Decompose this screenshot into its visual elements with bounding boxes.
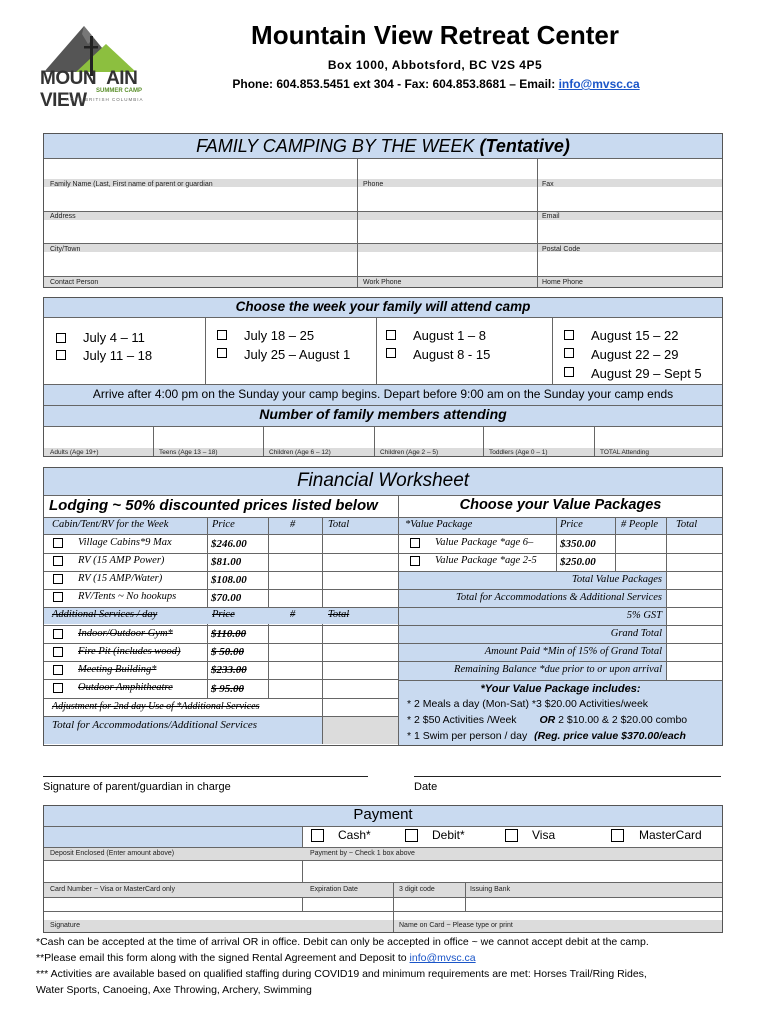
service-price-4: $ 95.00	[211, 683, 244, 695]
members-children-6-12: Children (Age 6 – 12)	[269, 449, 331, 456]
payment-mastercard-checkbox[interactable]	[611, 829, 624, 842]
logo-sub: SUMMER CAMP	[96, 88, 142, 94]
week-label-5: August 1 – 8	[413, 328, 486, 343]
contact-field[interactable]	[45, 253, 356, 275]
summary-total-value: Total Value Packages	[571, 574, 662, 585]
lodging-title: Lodging ~ 50% discounted prices listed below	[49, 497, 378, 514]
payment-debit-label: Debit*	[432, 828, 465, 842]
week-checkbox-3[interactable]	[217, 330, 227, 340]
service-name-2: Fire Pit (includes wood)	[78, 646, 181, 657]
lodging-price-3: $108.00	[211, 574, 247, 586]
value-title: Choose your Value Packages	[459, 497, 662, 513]
arrival-note: Arrive after 4:00 pm on the Sunday your camp begins. Depart before 9:00 am on the Sunday your camp ends	[92, 387, 674, 401]
members-children-2-5: Children (Age 2 – 5)	[380, 449, 439, 456]
value-header-people: # People	[621, 519, 659, 530]
value-header-total: Total	[676, 519, 698, 530]
service-checkbox-3[interactable]	[53, 665, 63, 675]
deposit-field[interactable]	[45, 861, 301, 882]
label-address: Address	[50, 213, 76, 220]
members-teens: Teens (Age 13 – 18)	[159, 449, 218, 456]
summary-gst: 5% GST	[626, 610, 662, 621]
services-header-total: Total	[328, 609, 350, 620]
label-fax: Fax	[542, 181, 554, 188]
summary-amount-paid: Amount Paid *Min of 15% of Grand Total	[484, 646, 662, 657]
lodging-header-total: Total	[328, 519, 350, 530]
logo-word-1: MOUN	[40, 68, 97, 89]
members-adults: Adults (Age 19+)	[50, 449, 99, 456]
fax-field[interactable]	[539, 160, 721, 178]
includes-line-3b: (Reg. price value $370.00/each	[534, 730, 686, 742]
logo-word-2: AIN VIEW	[40, 68, 138, 111]
label-name-on-card: Name on Card ~ Please type or print	[399, 922, 513, 929]
payment-cash-label: Cash*	[338, 828, 371, 842]
footer-email-link[interactable]: info@mvsc.ca	[409, 952, 476, 964]
payment-debit-checkbox[interactable]	[405, 829, 418, 842]
service-name-1: Indoor/Outdoor Gym*	[78, 628, 173, 639]
service-checkbox-1[interactable]	[53, 629, 63, 639]
header-contact-text: Phone: 604.853.5451 ext 304 - Fax: 604.853.8681 – Email:	[232, 77, 559, 91]
service-checkbox-2[interactable]	[53, 647, 63, 657]
service-checkbox-4[interactable]	[53, 683, 63, 693]
signature-label: Signature of parent/guardian in charge	[43, 781, 231, 793]
value-header-price: Price	[560, 519, 583, 530]
week-label-7: August 15 – 22	[591, 328, 679, 343]
includes-line-2b: OR	[539, 714, 556, 726]
label-card-number: Card Number ~ Visa or MasterCard only	[50, 886, 175, 893]
includes-line-2c: 2 $10.00 & 2 $20.00 combo	[558, 714, 688, 726]
form-title-text: FAMILY CAMPING BY THE WEEK	[196, 136, 475, 156]
label-payment-by: Payment by ~ Check 1 box above	[310, 850, 415, 857]
lodging-checkbox-3[interactable]	[53, 574, 63, 584]
lodging-checkbox-4[interactable]	[53, 592, 63, 602]
includes-line-1: * 2 Meals a day (Mon-Sat) *3 $20.00 Activities/week	[407, 698, 649, 710]
adjustment-label: Adjustment for 2nd day Use of *Additional Services	[52, 701, 260, 712]
week-label-9: August 29 – Sept 5	[591, 366, 702, 381]
week-checkbox-6[interactable]	[386, 348, 396, 358]
date-label: Date	[414, 781, 438, 793]
date-line[interactable]	[414, 776, 721, 777]
header-contact	[186, 77, 686, 91]
financial-title: Financial Worksheet	[296, 470, 470, 491]
label-phone: Phone	[363, 181, 384, 188]
includes-title: *Your Value Package includes:	[480, 683, 641, 695]
lodging-price-4: $70.00	[211, 592, 242, 604]
payment-cash-checkbox[interactable]	[311, 829, 324, 842]
payment-mastercard-label: MasterCard	[639, 828, 702, 842]
week-checkbox-7[interactable]	[564, 330, 574, 340]
lodging-name-2: RV (15 AMP Power)	[78, 555, 165, 566]
label-city: City/Town	[50, 246, 81, 253]
card-number-field[interactable]	[45, 898, 301, 911]
week-label-2: July 11 – 18	[83, 348, 153, 363]
phone-field[interactable]	[359, 160, 536, 178]
lodging-header-price: Price	[212, 519, 235, 530]
footer-line-4: Water Sports, Canoeing, Axe Throwing, Archery, Swimming	[36, 984, 312, 996]
label-contact: Contact Person	[50, 279, 99, 286]
summary-remaining: Remaining Balance *due prior to or upon arrival	[454, 664, 662, 675]
service-name-3: Meeting Building*	[78, 664, 157, 675]
form-title-tag: (Tentative)	[479, 136, 570, 156]
page-title: Mountain View Retreat Center	[251, 20, 619, 50]
label-postal: Postal Code	[542, 246, 581, 253]
members-title: Number of family members attending	[259, 406, 507, 422]
home-phone-field[interactable]	[539, 253, 721, 275]
city-field[interactable]	[45, 221, 536, 242]
lodging-header-name: Cabin/Tent/RV for the Week	[52, 519, 169, 530]
camp-logo	[36, 22, 166, 111]
lodging-name-1: Village Cabins*9 Max	[78, 537, 172, 548]
members-toddlers: Toddlers (Age 0 – 1)	[489, 449, 548, 456]
lodging-checkbox-1[interactable]	[53, 538, 63, 548]
lodging-price-2: $81.00	[211, 556, 242, 568]
members-total: TOTAL Attending	[600, 449, 650, 456]
value-price-2: $250.00	[560, 556, 596, 568]
week-checkbox-9[interactable]	[564, 367, 574, 377]
label-home-phone: Home Phone	[542, 279, 583, 286]
week-checkbox-4[interactable]	[217, 348, 227, 358]
services-header-name: Additional Services / day	[52, 609, 158, 620]
payment-visa-label: Visa	[532, 828, 556, 842]
week-label-4: July 25 – August 1	[244, 347, 351, 362]
signature-line[interactable]	[43, 776, 368, 777]
lodging-header-count: #	[290, 519, 296, 530]
label-signature: Signature	[50, 922, 80, 929]
work-phone-field[interactable]	[359, 253, 536, 275]
value-checkbox-2[interactable]	[410, 556, 420, 566]
lodging-checkbox-2[interactable]	[53, 556, 63, 566]
total-accommodations-label: Total for Accommodations/Additional Services	[52, 719, 258, 731]
week-checkbox-5[interactable]	[386, 330, 396, 340]
service-name-4: Outdoor Amphitheatre	[78, 682, 173, 693]
summary-grand-total: Grand Total	[610, 628, 662, 639]
week-label-6: August 8 - 15	[413, 347, 491, 362]
value-header-name: *Value Package	[405, 519, 473, 530]
label-expiry: Expiration Date	[310, 886, 358, 893]
footer-line-2-text: **Please email this form along with the signed Rental Agreement and Deposit to	[36, 952, 410, 964]
footer-line-1: *Cash can be accepted at the time of arrival OR in office. Debit can only be accepted in office ~ we cannot accept debit at the camp.	[36, 936, 649, 948]
summary-total-accom: Total for Accommodations & Additional Services	[455, 592, 662, 603]
postal-field[interactable]	[539, 221, 721, 242]
week-checkbox-2[interactable]	[56, 350, 66, 360]
header-address: Box 1000, Abbotsford, BC V2S 4P5	[327, 58, 543, 72]
includes-line-2	[407, 714, 687, 726]
weeks-title: Choose the week your family will attend camp	[235, 299, 531, 314]
value-name-2: Value Package *age 2-5	[435, 555, 537, 566]
week-label-3: July 18 – 25	[244, 328, 315, 343]
services-header-price: Price	[212, 609, 235, 620]
form-title	[44, 136, 722, 157]
lodging-name-3: RV (15 AMP/Water)	[78, 573, 163, 584]
header-email-link[interactable]: info@mvsc.ca	[558, 77, 640, 91]
value-name-1: Value Package *age 6–	[435, 537, 534, 548]
week-checkbox-1[interactable]	[56, 333, 66, 343]
label-cvv: 3 digit code	[399, 886, 435, 893]
includes-line-2a: * 2 $50 Activities /Week	[407, 714, 517, 726]
service-price-1: $110.00	[211, 628, 247, 640]
includes-line-3a: * 1 Swim per person / day	[407, 730, 528, 742]
payment-visa-checkbox[interactable]	[505, 829, 518, 842]
address-field[interactable]	[45, 188, 536, 210]
logo-location: HOPE BRITISH COLUMBIA	[66, 97, 144, 102]
footer-line-3: *** Activities are available based on qualified staffing during COVID19 and minimum requirements are met: Horses Trail/Ring Rides,	[36, 968, 647, 980]
family-name-field[interactable]	[45, 160, 356, 178]
includes-line-3	[407, 730, 686, 742]
label-family-name: Family Name (Last, First name of parent or guardian	[50, 181, 213, 188]
service-price-2: $ 50.00	[211, 646, 244, 658]
value-price-1: $350.00	[560, 538, 596, 550]
label-work-phone: Work Phone	[363, 279, 402, 286]
payment-title: Payment	[353, 806, 413, 823]
week-label-1: July 4 – 11	[83, 330, 145, 345]
label-deposit: Deposit Enclosed (Enter amount above)	[50, 850, 175, 857]
email-field[interactable]	[539, 188, 721, 210]
value-checkbox-1[interactable]	[410, 538, 420, 548]
services-header-count: #	[290, 609, 296, 620]
lodging-name-4: RV/Tents ~ No hookups	[78, 591, 177, 602]
footer-line-2	[36, 952, 476, 964]
label-bank: Issuing Bank	[470, 886, 511, 893]
lodging-price-1: $246.00	[211, 538, 247, 550]
label-email: Email	[542, 213, 560, 220]
week-label-8: August 22 – 29	[591, 347, 679, 362]
service-price-3: $233.00	[211, 664, 247, 676]
week-checkbox-8[interactable]	[564, 348, 574, 358]
